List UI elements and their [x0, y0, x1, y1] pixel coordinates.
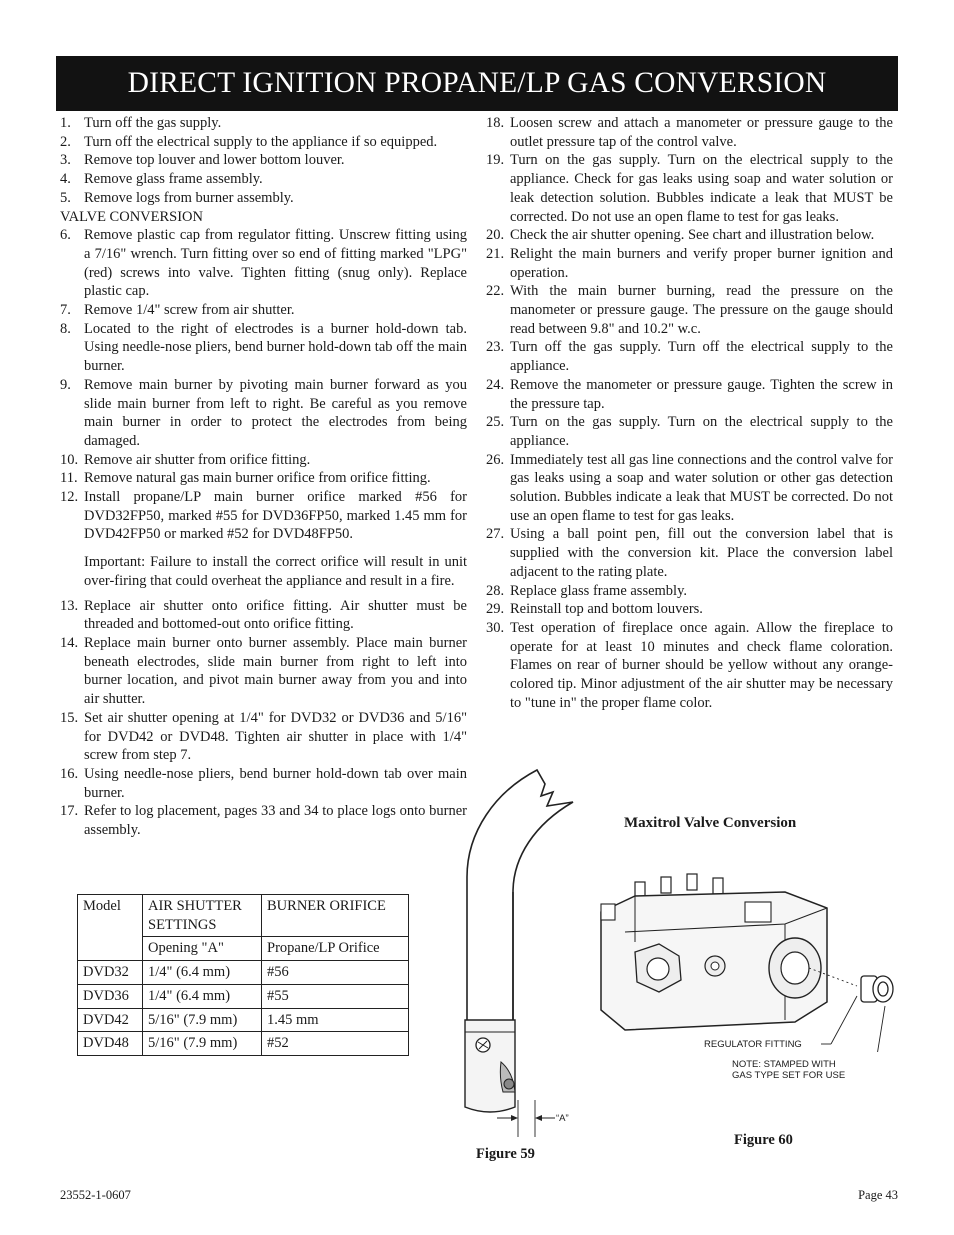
- step-number: 2.: [60, 133, 71, 150]
- step-text: Install propane/LP main burner orifice marked #56 for DVD32FP50, marked #55 for DVD36FP50, marked 1.45 mm for DVD42FP50 or marked #52 for DVD48FP50.: [84, 489, 467, 543]
- list-item: [486, 582, 893, 601]
- step-number: 20.: [486, 227, 505, 244]
- step-text: Set air shutter opening at 1/4" for DVD32 or DVD36 and 5/16" for DVD42 or DVD48. Tighten air shutter in place with 1/4" screw from step 7.: [84, 709, 467, 764]
- list-item: [486, 525, 893, 581]
- step-text: Turn on the gas supply. Turn on the electrical supply to the appliance.: [510, 414, 893, 449]
- left-column: [60, 114, 467, 840]
- list-item: [486, 245, 893, 282]
- list-item: [60, 151, 467, 170]
- step-text: Test operation of fireplace once again. Allow the fireplace to operate for at least 10 minutes and check flame coloration. Flames on rear of burner should be yellow without any orange-colored tip. Minor adjustment of the air shutter may be necessary to "tune in" the proper flame color.: [510, 619, 893, 711]
- step-number: 9.: [60, 376, 71, 393]
- table-header-air-shutter: AIR SHUTTER SETTINGS: [143, 895, 262, 937]
- list-item: [486, 451, 893, 526]
- step-text: Using a ball point pen, fill out the conversion label that is supplied with the conversion kit. Place the conversion label adjacent to the rating plate.: [510, 526, 893, 580]
- step-text: Check the air shutter opening. See chart and illustration below.: [510, 227, 875, 244]
- list-item: [60, 597, 467, 634]
- list-item: [60, 133, 467, 152]
- step-number: 14.: [60, 634, 79, 651]
- valve-conversion-heading: VALVE CONVERSION: [60, 208, 204, 225]
- step-text: Relight the main burners and verify proper burner ignition and operation.: [510, 245, 893, 281]
- step-number: 17.: [60, 803, 79, 820]
- step-text: Replace main burner onto burner assembly. Place main burner beneath electrodes, slide main burner from right to left into burner location, and pivot main burner away from you and into air shutter.: [84, 634, 467, 708]
- table-cell-air: 5/16" (7.9 mm): [143, 1008, 262, 1032]
- list-item: [486, 114, 893, 151]
- table-row: [78, 984, 409, 1008]
- dimension-a-label: “A”: [556, 1113, 569, 1124]
- table-cell-air: 1/4" (6.4 mm): [143, 984, 262, 1008]
- step-number: 3.: [60, 152, 71, 169]
- regulator-fitting-label: REGULATOR FITTING: [704, 1039, 802, 1050]
- list-item: [486, 338, 893, 375]
- table-row: [78, 961, 409, 985]
- list-item: [486, 376, 893, 413]
- step-text: Remove plastic cap from regulator fitting. Unscrew fitting using a 7/16" wrench. Turn fitting over so end of fitting marked "LPG" (red) screws into valve. Tighten fitting (snug only). Replace plastic cap.: [84, 227, 467, 300]
- list-item: [60, 488, 467, 544]
- stamp-note-line-1: NOTE: STAMPED WITH: [732, 1059, 836, 1070]
- stamp-note: [732, 1059, 845, 1081]
- step-number: 22.: [486, 283, 505, 300]
- step-text: Turn off the gas supply.: [84, 115, 222, 131]
- list-item: [60, 320, 467, 376]
- table-row: [78, 1008, 409, 1032]
- stamp-note-line-2: GAS TYPE SET FOR USE: [732, 1070, 846, 1081]
- step-number: 27.: [486, 526, 505, 543]
- list-item: [60, 469, 467, 488]
- step-number: 11.: [60, 470, 78, 487]
- list-item: [60, 765, 467, 802]
- settings-table: [77, 894, 409, 1056]
- step-number: 16.: [60, 765, 79, 782]
- step-text: Using needle-nose pliers, bend burner hold-down tab over main burner.: [84, 765, 467, 801]
- important-note: Important: Failure to install the correct orifice will result in unit over-firing that could overheat the appliance and result in a fire.: [84, 554, 467, 589]
- list-item: [60, 709, 467, 765]
- table-header-burner-orifice: BURNER ORIFICE: [262, 895, 409, 937]
- table-header-model: Model: [78, 895, 143, 961]
- step-text: Remove logs from burner assembly.: [84, 189, 294, 206]
- figure-59-caption: Figure 59: [476, 1146, 535, 1162]
- list-item: [486, 619, 893, 713]
- step-number: 12.: [60, 489, 79, 506]
- list-item: [60, 226, 467, 301]
- table-cell-model: DVD32: [78, 961, 143, 985]
- step-number: 5.: [60, 189, 71, 206]
- step-number: 29.: [486, 601, 505, 618]
- list-item: [60, 170, 467, 189]
- step-number: 6.: [60, 227, 71, 244]
- step-number: 4.: [60, 171, 71, 188]
- step-number: 28.: [486, 582, 505, 599]
- step-text: Turn off the gas supply. Turn off the electrical supply to the appliance.: [510, 339, 893, 375]
- step-text: Remove main burner by pivoting main burner forward as you slide main burner from left to right. Be careful as you remove main burner in order to protect the electrodes from being damaged.: [84, 376, 467, 449]
- step-text: Loosen screw and attach a manometer or pressure gauge to the outlet pressure tap of the control valve.: [510, 115, 893, 150]
- step-number: 1.: [60, 115, 71, 131]
- step-number: 26.: [486, 451, 505, 468]
- figure-59-burner-illustration: [455, 762, 585, 1142]
- page-title: DIRECT IGNITION PROPANE/LP GAS CONVERSION: [56, 56, 898, 111]
- maxitrol-title: Maxitrol Valve Conversion: [624, 815, 797, 831]
- table-cell-orifice: 1.45 mm: [262, 1008, 409, 1032]
- step-number: 8.: [60, 320, 71, 337]
- step-text: Turn on the gas supply. Turn on the electrical supply to the appliance. Check for gas leaks using soap and water solution or leak detection solution. Bubbles indicate a leak that MUST be corrected. Do not use an open flame to test for gas leaks.: [510, 152, 893, 225]
- list-item: [486, 413, 893, 450]
- table-cell-orifice: #56: [262, 961, 409, 985]
- document-number: 23552-1-0607: [60, 1188, 131, 1202]
- list-item: [60, 802, 467, 839]
- table-cell-orifice: #52: [262, 1032, 409, 1056]
- figure-60-valve-illustration: [595, 872, 905, 1052]
- step-text: With the main burner burning, read the pressure on the manometer or pressure gauge. The pressure on the gauge should read between 9.8" and 10.2" w.c.: [510, 283, 893, 337]
- step-text: Turn off the electrical supply to the appliance if so equipped.: [84, 133, 438, 150]
- step-text: Refer to log placement, pages 33 and 34 to place logs onto burner assembly.: [84, 803, 467, 839]
- table-cell-model: DVD48: [78, 1032, 143, 1056]
- table-cell-model: DVD42: [78, 1008, 143, 1032]
- step-text: Replace air shutter onto orifice fitting. Air shutter must be threaded and bottomed-out onto orifice fitting.: [84, 597, 467, 633]
- table-row: [78, 1032, 409, 1056]
- list-item: [60, 189, 467, 208]
- table-cell-model: DVD36: [78, 984, 143, 1008]
- step-number: 15.: [60, 709, 79, 726]
- list-item: [60, 376, 467, 451]
- list-item: [60, 114, 467, 133]
- step-text: Remove glass frame assembly.: [84, 171, 263, 188]
- step-text: Remove 1/4" screw from air shutter.: [84, 302, 295, 319]
- list-item: [486, 226, 893, 245]
- list-item: [486, 151, 893, 226]
- list-item: [60, 301, 467, 320]
- list-item: [60, 451, 467, 470]
- step-number: 10.: [60, 451, 79, 468]
- step-number: 23.: [486, 339, 505, 356]
- step-number: 24.: [486, 376, 505, 393]
- step-text: Remove air shutter from orifice fitting.: [84, 451, 311, 468]
- right-column: [486, 114, 893, 713]
- step-text: Remove natural gas main burner orifice from orifice fitting.: [84, 470, 431, 487]
- step-number: 13.: [60, 597, 79, 614]
- step-number: 18.: [486, 115, 505, 131]
- table-subheader-opening: Opening "A": [143, 937, 262, 961]
- step-number: 30.: [486, 619, 505, 636]
- list-item: [486, 282, 893, 338]
- step-number: 21.: [486, 245, 505, 262]
- step-text: Reinstall top and bottom louvers.: [510, 601, 703, 618]
- step-text: Located to the right of electrodes is a burner hold-down tab. Using needle-nose pliers, bend burner hold-down tab off the main burner.: [84, 320, 467, 375]
- step-text: Remove the manometer or pressure gauge. Tighten the screw in the pressure tap.: [510, 376, 893, 412]
- table-subheader-orifice: Propane/LP Orifice: [262, 937, 409, 961]
- step-text: Immediately test all gas line connections and the control valve for gas leaks using a soap and water solution or other gas detection solution. Bubbles indicate a leak that MUST be corrected. Do not use an open flame to test for gas leaks.: [510, 451, 893, 524]
- list-item: [60, 634, 467, 709]
- list-item: [486, 600, 893, 619]
- table-cell-orifice: #55: [262, 984, 409, 1008]
- step-number: 19.: [486, 152, 505, 169]
- step-text: Remove top louver and lower bottom louver.: [84, 152, 345, 169]
- page-number: Page 43: [858, 1188, 898, 1202]
- step-number: 7.: [60, 302, 71, 319]
- figure-60-caption: Figure 60: [734, 1132, 793, 1148]
- table-cell-air: 5/16" (7.9 mm): [143, 1032, 262, 1056]
- step-number: 25.: [486, 414, 505, 431]
- table-cell-air: 1/4" (6.4 mm): [143, 961, 262, 985]
- step-text: Replace glass frame assembly.: [510, 582, 688, 599]
